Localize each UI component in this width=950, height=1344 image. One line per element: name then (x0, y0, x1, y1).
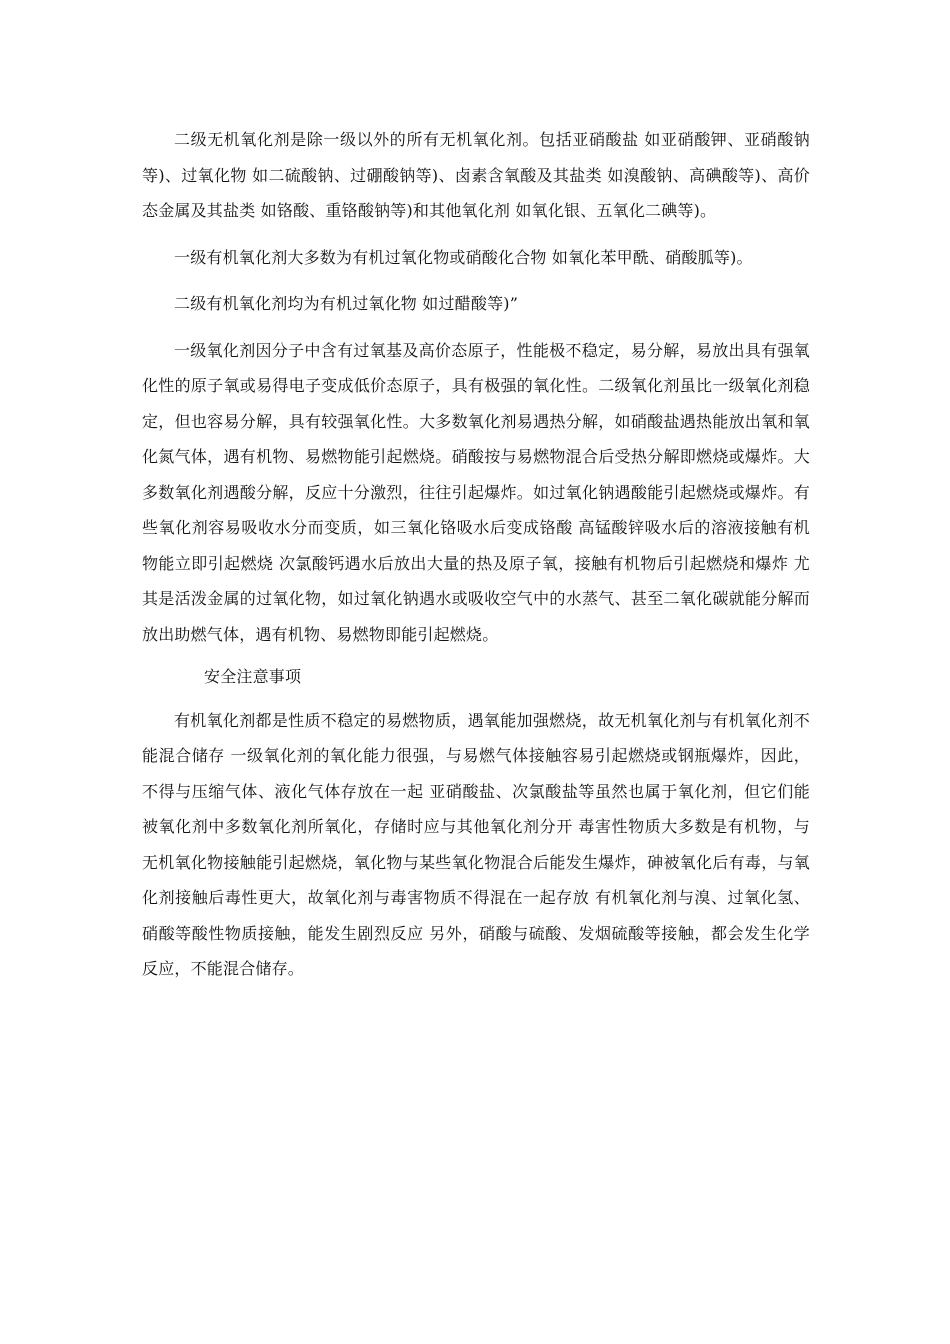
document-body (142, 122, 810, 987)
paragraph-organic-oxidizers-level2: 二级有机氧化剂均为有机过氧化物 如过醋酸等)” (174, 294, 519, 313)
paragraph-storage-precautions: 有机氧化剂都是性质不稳定的易燃物质，遇氧能加强燃烧，故无机氧化剂与有机氧化剂不能混合储存 一级氧化剂的氧化能力很强，与易燃气体接触容易引起燃烧或钢瓶爆炸，因此，不得与压缩气体、液化气体存放在一起 亚硝酸盐、次氯酸盐等虽然也属于氧化剂，但它们能被氧化剂中多数氧化剂所氧化，存储时应与其他氧化剂分开 毒害性物质大多数是有机物，与无机氧化物接触能引起燃烧，氧化物与某些氧化物混合后能发生爆炸，砷被氧化后有毒，与氧化剂接触后毒性更大，故氧化剂与毒害物质不得混在一起存放 有机氧化剂与溴、过氧化氢、硝酸等酸性物质接触，能发生剧烈反应 另外，硝酸与硫酸、发烟硫酸等接触，都会发生化学反应，不能混合储存。 (142, 710, 810, 978)
paragraph-organic-oxidizers-level1: 一级有机氧化剂大多数为有机过氧化物或硝酸化合物 如氧化苯甲酰、硝酸胍等)。 (174, 247, 753, 267)
section-heading-safety-notes: 安全注意事项 (204, 667, 302, 686)
paragraph-inorganic-oxidizers-level2: 二级无机氧化剂是除一级以外的所有无机氧化剂。包括亚硝酸盐 如亚硝酸钾、亚硝酸钠等)、过氧化物 如二硫酸钠、过硼酸钠等)、卤素含氧酸及其盐类 如溴酸钠、高碘酸等)、高价态金属及其盐类 如铬酸、重铬酸钠等)和其他氧化剂 如氧化银、五氧化二碘等)。 (142, 130, 810, 220)
paragraph-oxidizer-properties: 一级氧化剂因分子中含有过氧基及高价态原子，性能极不稳定，易分解，易放出具有强氧化性的原子氧或易得电子变成低价态原子，具有极强的氧化性。二级氧化剂虽比一级氧化剂稳定，但也容易分解，具有较强氧化性。大多数氧化剂易遇热分解，如硝酸盐遇热能放出氧和氧化氮气体，遇有机物、易燃物能引起燃烧。硝酸按与易燃物混合后受热分解即燃烧或爆炸。大多数氧化剂遇酸分解，反应十分激烈，往往引起爆炸。如过氧化钠遇酸能引起燃烧或爆炸。有些氧化剂容易吸收水分而变质，如三氧化铬吸水后变成铬酸 高锰酸锌吸水后的溶液接触有机物能立即引起燃烧 次氯酸钙遇水后放出大量的热及原子氧，接触有机物后引起燃烧和爆炸 尤其是活泼金属的过氧化物，如过氧化钠遇水或吸收空气中的水蒸气、甚至二氧化碳就能分解而放出助燃气体，遇有机物、易燃物即能引起燃烧。 (142, 340, 810, 644)
